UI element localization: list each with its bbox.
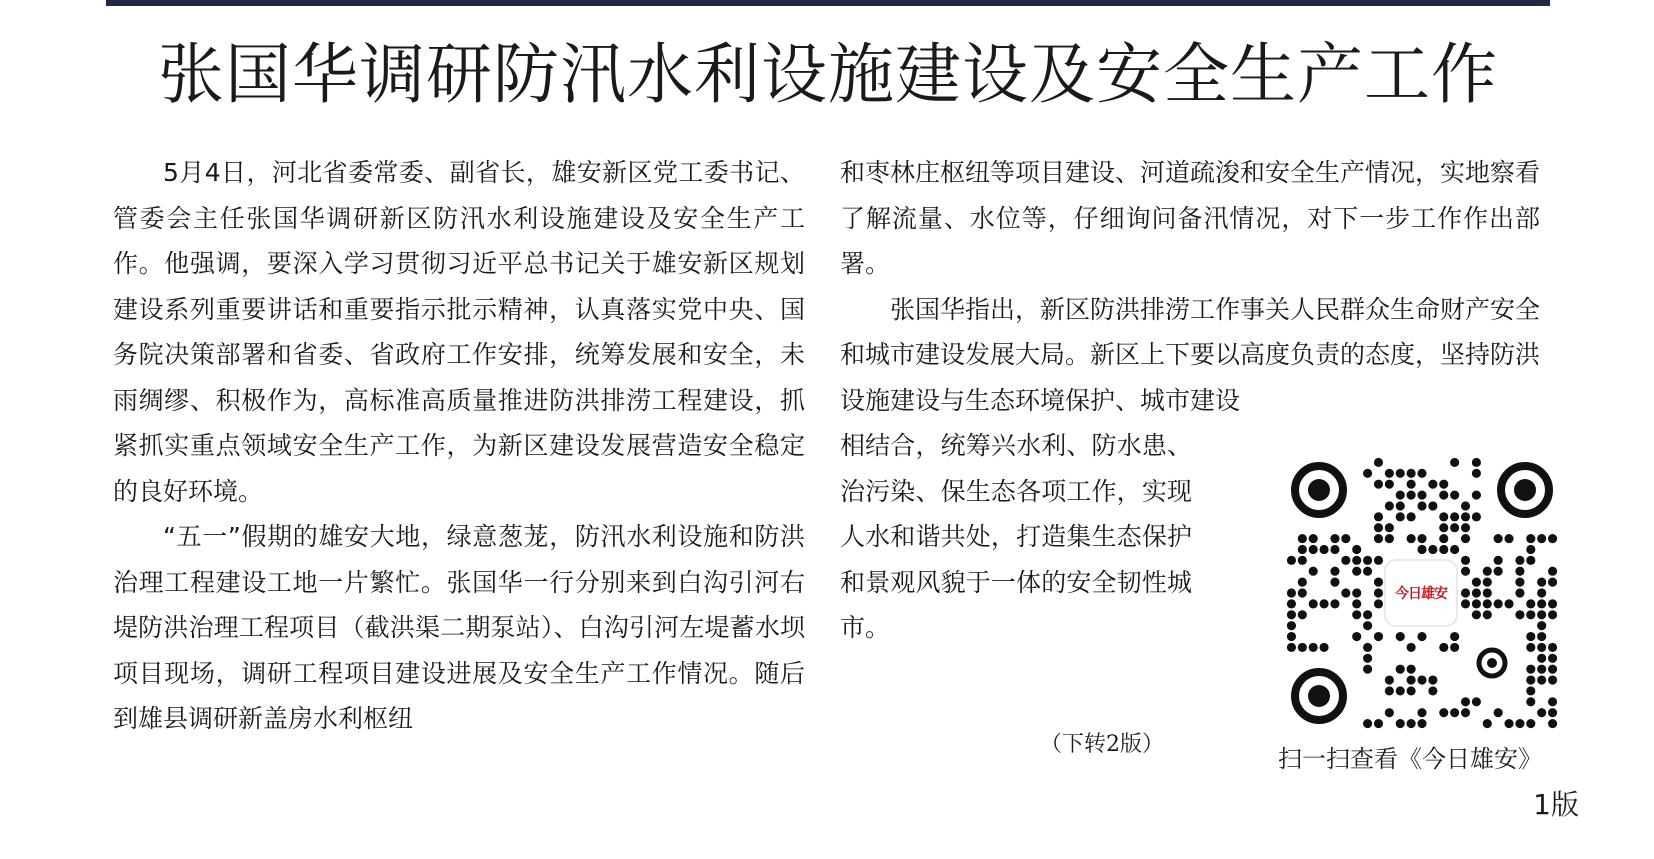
top-rule	[106, 0, 1550, 6]
paragraph-end: 相结合，统筹兴水利、防水患、治污染、保生态各项工作，实现人水和谐共处，打造集生态保护和景观风貌于一体的安全韧性城市。	[840, 431, 1192, 642]
qr-logo-text: 今日雄安	[1395, 586, 1447, 602]
headline: 张国华调研防汛水利设施建设及安全生产工作	[158, 36, 1498, 113]
paragraph: 5月4日，河北省委常委、副省长，雄安新区党工委书记、管委会主任张国华调研新区防汛水利设施建设及安全生产工作。他强调，要深入学习贯彻习近平总书记关于雄安新区规划建设系列重要讲话和重要指示批示精神，认真落实党中央、国务院决策部署和省委、省政府工作安排，统筹发展和安全，未雨绸缪、积极作为，高标准高质量推进防洪排涝工程建设，抓紧抓实重点领域安全生产工作，为新区建设发展营造安全稳定的良好环境。	[113, 158, 805, 506]
article-right-column	[840, 150, 1540, 423]
qr-code-icon[interactable]	[1286, 457, 1558, 729]
article-right-column-wrapped	[840, 423, 1192, 651]
qr-caption: 扫一扫查看《今日雄安》	[1278, 745, 1542, 773]
paragraph: 张国华指出，新区防洪排涝工作事关人民群众生命财产安全和城市建设发展大局。新区上下要以高度负责的态度，坚持防洪设施建设与生态环境保护、城市建设	[840, 294, 1541, 415]
paragraph: “五一”假期的雄安大地，绿意葱茏，防汛水利设施和防洪治理工程建设工地一片繁忙。张国华一行分别来到白沟引河右堤防洪治理工程项目（截洪渠二期泵站）、白沟引河左堤蓄水坝项目现场，调研工程项目建设进展及安全生产工作情况。随后到雄县调研新盖房水利枢纽	[113, 522, 805, 733]
paragraph-continuation: 和枣林庄枢纽等项目建设、河道疏浚和安全生产情况，实地察看了解流量、水位等，仔细询问备汛情况，对下一步工作作出部署。	[840, 158, 1541, 278]
article-left-column	[113, 150, 805, 742]
continued-note: （下转2版）	[1040, 732, 1164, 757]
qr-logo-badge	[1386, 561, 1456, 625]
page-number: 1版	[1533, 788, 1579, 821]
